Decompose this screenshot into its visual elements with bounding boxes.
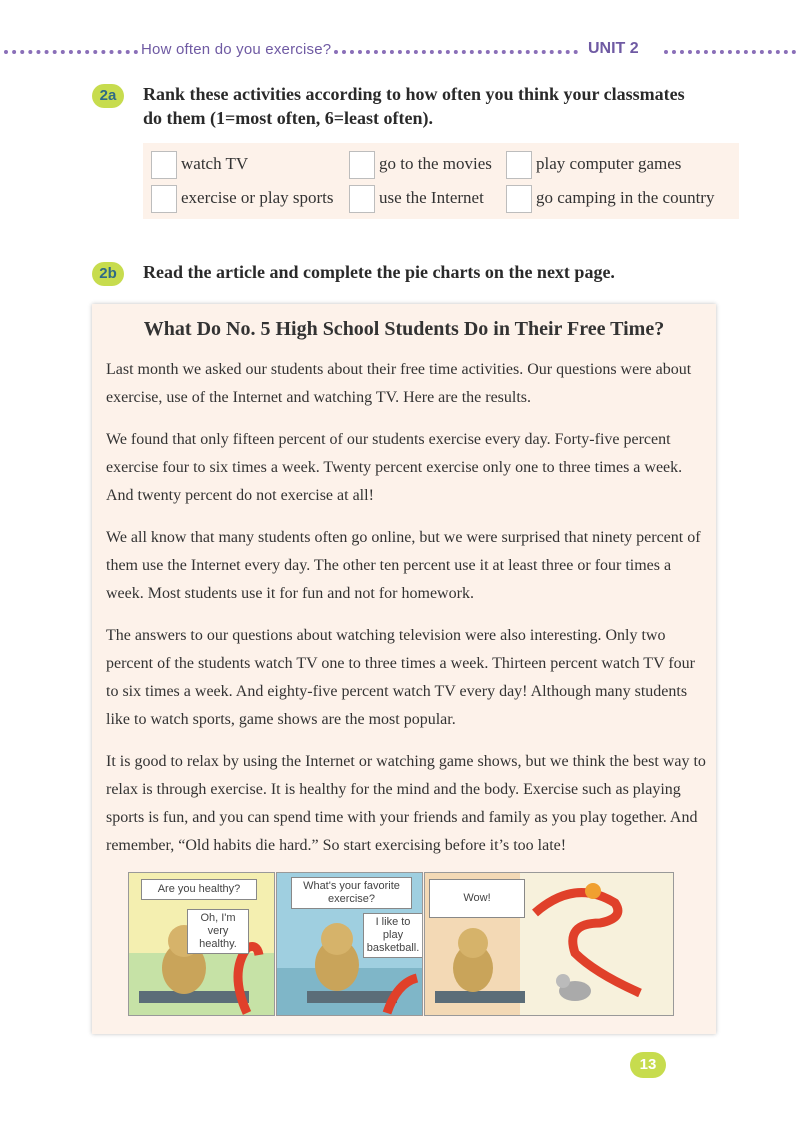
header-dots-right <box>664 50 796 54</box>
rank-item-label: watch TV <box>181 154 249 173</box>
rank-box-input[interactable] <box>151 151 177 179</box>
rank-box-input[interactable] <box>349 185 375 213</box>
header-dots-left <box>4 50 138 54</box>
speech-bubble: Wow! <box>429 879 525 918</box>
rank-box-input[interactable] <box>151 185 177 213</box>
header-dots-middle <box>334 50 578 54</box>
badge-2a: 2a <box>92 84 124 108</box>
unit-label: UNIT 2 <box>588 40 639 57</box>
header-title: How often do you exercise? <box>141 41 332 58</box>
badge-2b: 2b <box>92 262 124 286</box>
speech-bubble: Oh, I'm very healthy. <box>187 909 249 954</box>
article-paragraph-5: It is good to relax by using the Internet or watching game shows, but we think the best way to relax is through exercise. It is healthy for the mind and the body. Exercise such as playing sports is fun, and you can spend time with your friends and family as you play together. And remember, “Old habits die hard.” So start exercising before it’s too late! <box>106 753 706 854</box>
page-header <box>0 36 800 66</box>
instruction-2a <box>143 82 783 130</box>
article-panel <box>92 304 716 1034</box>
rank-box-input[interactable] <box>349 151 375 179</box>
rank-item-label: go camping in the country <box>536 188 715 207</box>
rank-item-label: exercise or play sports <box>181 188 334 207</box>
comic-panel-2 <box>276 872 423 1016</box>
article-paragraph-4: The answers to our questions about watching television were also interesting. Only two percent of the students watch TV one to three times a week. Thirteen percent watch TV four to six times a week. And eighty-five percent watch TV every day! Although many students like to watch sports, game shows are the most popular. <box>106 627 695 728</box>
article-paragraph-3: We all know that many students often go online, but we were surprised that ninety percent of them use the Internet every day. The other ten percent use it at least three or four times a week. Most students use it for fun and not for homework. <box>106 529 701 602</box>
instruction-2a-line1: Rank these activities according to how often you think your classmates <box>143 84 685 104</box>
rank-box-input[interactable] <box>506 185 532 213</box>
instruction-2b: Read the article and complete the pie charts on the next page. <box>143 262 615 282</box>
rank-item-label: use the Internet <box>379 188 484 207</box>
speech-bubble: I like to play basketball. <box>363 913 423 958</box>
rank-item-label: play computer games <box>536 154 682 173</box>
article-title: What Do No. 5 High School Students Do in Their Free Time? <box>143 318 665 340</box>
rank-item-label: go to the movies <box>379 154 492 173</box>
instruction-2a-line2: do them (1=most often, 6=least often). <box>143 108 433 128</box>
ranking-grid <box>143 143 739 219</box>
article-paragraph-1: Last month we asked our students about their free time activities. Our questions were about exercise, use of the Internet and watching TV. Here are the results. <box>106 361 692 406</box>
comic-panel-3 <box>424 872 674 1016</box>
comic-panel-1 <box>128 872 275 1016</box>
article-paragraph-2: We found that only fifteen percent of our students exercise every day. Forty-five percent exercise four to six times a week. Twenty percent exercise only one to three times a week. And twenty percent do not exercise at all! <box>106 431 683 504</box>
rank-box-input[interactable] <box>506 151 532 179</box>
page-number: 13 <box>630 1052 666 1078</box>
speech-bubble: What's your favorite exercise? <box>291 877 412 909</box>
speech-bubble: Are you healthy? <box>141 879 257 900</box>
